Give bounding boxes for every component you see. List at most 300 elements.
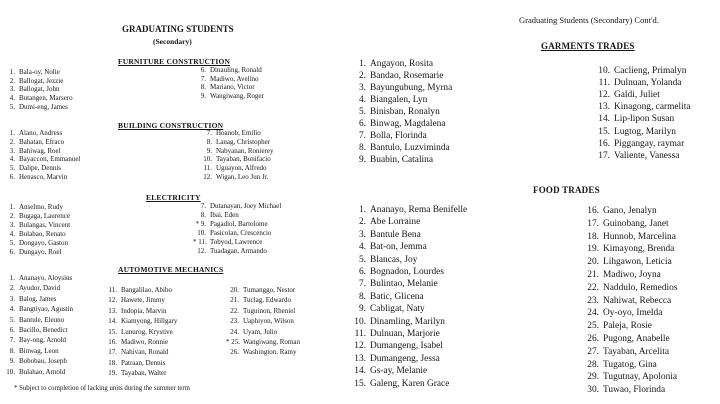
student-name: Bahiwag, Roel [19, 146, 61, 155]
section-title-electricity: ELECTRICITY [146, 193, 201, 202]
list-item [199, 156, 271, 163]
list-item [199, 165, 267, 172]
list-item [104, 349, 168, 356]
student-name: Pugong, Anabelle [603, 334, 670, 344]
list-number: 4. [358, 242, 366, 253]
list-item [226, 329, 277, 336]
list-item [348, 367, 427, 376]
list-item [348, 231, 421, 240]
list-number: 8. [9, 346, 15, 355]
student-name: Dungayo, Roel [19, 248, 62, 256]
student-name: Bantule Bena [370, 229, 421, 240]
student-name: Lip-lipon Susan [614, 114, 675, 125]
student-name: Ananayo, Aloysius [19, 274, 73, 282]
student-name: Binisban, Ronalyn [370, 107, 440, 117]
list-number: 26. [587, 334, 599, 344]
list-item [2, 156, 80, 163]
list-item [2, 148, 61, 155]
list-number: 11. [108, 286, 117, 294]
list-number: 14. [354, 366, 366, 377]
list-item [348, 108, 440, 117]
student-name: Butangen, Marsero [19, 94, 73, 103]
list-number: 18. [108, 358, 117, 367]
list-item [193, 84, 255, 91]
list-number: 3. [9, 221, 15, 229]
list-number: 5. [9, 102, 15, 111]
student-name: Paleja, Rosie [603, 321, 652, 332]
student-name: Bacillo, Benedict [19, 326, 68, 334]
list-item [348, 256, 417, 265]
list-number: 6. [9, 248, 15, 256]
student-name: Madiwo, Joyna [603, 270, 661, 280]
student-name: Anselmo, Rudy [19, 203, 63, 211]
student-name: Wangiwang, Roman [243, 338, 300, 346]
list-number: 11. [598, 78, 610, 89]
student-name: Wangiwang, Roger [210, 92, 264, 101]
student-name: Dumangeng, Isabel [370, 341, 443, 352]
student-name: Bantule, Eleuno [19, 315, 65, 324]
list-number: 24. [587, 308, 599, 319]
student-name: Binwag, Leon [19, 346, 59, 355]
list-item [2, 95, 73, 102]
list-number: 8. [358, 143, 366, 153]
list-number: 4. [9, 94, 15, 103]
list-item [348, 84, 452, 93]
list-item [348, 243, 427, 252]
list-number: 22. [230, 306, 239, 315]
list-item [592, 67, 686, 76]
student-name: Tuadagan, Armando [210, 247, 267, 255]
student-name: Washington, Ramy [243, 348, 297, 357]
list-number: 30. [587, 385, 599, 396]
student-name: Bulabao, Renato [19, 230, 66, 238]
continued-title: Graduating Students (Secondary) Cont'd. [519, 15, 659, 25]
student-name: Uguayon, Alfredo [216, 164, 267, 173]
student-name: Kimayong, Brenda [603, 244, 675, 255]
footnote: * Subject to completion of lacking units during the summer term [14, 385, 190, 392]
student-name: Dumi-eng, James [19, 102, 68, 111]
student-name: Bulahao, Arnold [19, 367, 66, 376]
list-item [104, 308, 167, 315]
student-name: Valiente, Vanessa [614, 150, 680, 161]
list-item [193, 221, 268, 228]
list-number: 17. [587, 218, 599, 229]
student-name: Bayungubung, Myrna [370, 83, 453, 93]
student-name: Galeng, Karen Grace [370, 378, 450, 389]
student-name: Patraan, Dennis [121, 358, 166, 367]
list-item [104, 318, 177, 325]
list-item [581, 233, 676, 242]
student-name: Galdi, Juliet [614, 90, 660, 101]
list-item [104, 360, 165, 367]
list-number: 2. [9, 137, 15, 146]
list-number: 4. [9, 305, 15, 314]
student-name: Batic, Glicena [370, 291, 424, 302]
list-number: 7. [206, 129, 212, 137]
student-name: Abe Lorraine [370, 217, 421, 228]
list-number: 19. [108, 369, 117, 378]
list-item [2, 231, 66, 238]
list-item [199, 130, 261, 137]
list-number: 3. [9, 85, 15, 94]
list-item [581, 386, 665, 395]
student-name: Tobyod, Lawrence [210, 238, 263, 246]
list-number: 10. [6, 367, 15, 376]
list-number: 4. [9, 230, 15, 238]
list-item [226, 287, 295, 294]
section-title-food: FOOD TRADES [533, 185, 600, 195]
list-number: 7. [358, 131, 366, 141]
list-number: 13. [108, 306, 117, 315]
list-number: 2. [358, 217, 366, 228]
list-number: 10. [203, 155, 212, 164]
list-number: 13. [598, 102, 610, 113]
student-name: Indopia, Marvin [121, 306, 167, 315]
student-name: Dongayo, Gaston [19, 239, 68, 247]
list-number: 27. [587, 346, 599, 357]
student-name: Caclieng, Primalyn [614, 66, 687, 76]
list-number: 15. [598, 126, 610, 137]
student-name: Ananayo, Rema Benifelle [370, 205, 468, 215]
student-name: Hunnob, Marcelina [603, 231, 676, 242]
list-item [104, 329, 173, 336]
list-number: 9. [206, 146, 212, 155]
list-number: * 11. [193, 238, 207, 246]
student-name: Bangtiyao, Agustin [19, 305, 74, 314]
list-number: 9. [200, 92, 206, 101]
student-name: Dulnuan, Yolanda [614, 78, 682, 89]
list-item [193, 239, 262, 246]
list-item [2, 296, 56, 303]
list-item [2, 327, 68, 334]
list-number: 18. [587, 231, 599, 242]
student-name: Kinagong, carmelita [614, 102, 691, 113]
student-name: Uyam, Julio [243, 327, 278, 336]
student-name: Bandao, Rosemarie [370, 71, 444, 81]
list-item [348, 144, 450, 153]
list-number: 11. [203, 164, 212, 173]
list-number: 1. [9, 274, 15, 282]
list-item [2, 78, 63, 85]
list-item [226, 297, 291, 304]
list-number: 12. [354, 341, 366, 352]
list-number: 1. [358, 59, 366, 69]
list-number: 17. [108, 348, 117, 357]
page-title: GRADUATING STUDENTS [122, 24, 234, 34]
list-item [193, 203, 281, 210]
list-number: 4. [9, 155, 15, 164]
list-number: 25. [587, 321, 599, 332]
list-item [2, 285, 60, 292]
list-number: 9. [358, 304, 366, 315]
list-item [581, 348, 669, 357]
student-name: Henasco, Marvin [19, 173, 68, 181]
list-number: 29. [587, 372, 599, 383]
list-number: 20. [230, 286, 239, 294]
student-name: Gano, Jenalyn [603, 206, 657, 216]
list-number: * 9. [195, 220, 206, 228]
list-item [581, 373, 677, 382]
list-item [226, 308, 295, 315]
list-number: 17. [598, 150, 610, 161]
student-name: Uaphiyon, Wilson [243, 317, 294, 326]
student-name: Blancas, Joy [370, 254, 418, 265]
list-item [2, 213, 70, 220]
student-name: Bognadon, Lourdes [370, 267, 444, 277]
list-item [348, 120, 446, 129]
list-number: 5. [358, 254, 366, 265]
list-item [348, 293, 424, 302]
list-item [581, 207, 657, 216]
list-number: 28. [587, 359, 599, 370]
section-title-garments: GARMENTS TRADES [541, 41, 635, 51]
list-number: 16. [598, 138, 610, 149]
list-number: 2. [358, 71, 366, 81]
list-number: 7. [200, 74, 206, 83]
list-item [581, 309, 662, 318]
student-name: Bala-oy, Nolie [19, 68, 60, 76]
list-item [2, 130, 62, 137]
list-item [348, 268, 444, 277]
student-name: Nahivan, Ronald [121, 348, 169, 357]
list-number: 23. [230, 317, 239, 326]
list-item [2, 337, 66, 344]
list-item [581, 220, 669, 229]
list-item [2, 86, 59, 93]
student-name: Bobobau, Joseph [19, 357, 67, 366]
student-name: Dutanayan, Joey Michael [210, 202, 282, 210]
list-item [2, 240, 68, 247]
list-item [581, 284, 677, 293]
student-name: Dinamling, Marilyn [370, 316, 445, 327]
list-number: 24. [230, 327, 239, 336]
list-item [348, 355, 440, 364]
list-item [104, 287, 172, 294]
list-item [592, 128, 676, 137]
list-item [592, 79, 681, 88]
student-name: Pagadiol, Bartolome [210, 220, 268, 228]
list-number: 6. [9, 326, 15, 334]
list-item [199, 139, 270, 146]
list-item [348, 132, 427, 141]
student-name: Cabligat, Naty [370, 304, 425, 315]
list-item [2, 222, 70, 229]
list-number: 19. [587, 244, 599, 255]
list-number: 20. [587, 257, 599, 268]
student-name: Tayaban, Walter [121, 369, 167, 378]
student-name: Bugaga, Laurence [19, 212, 70, 220]
student-name: Bayaccon, Emmanuel [19, 155, 81, 164]
list-item [226, 318, 294, 325]
list-number: 6. [9, 173, 15, 181]
student-name: Balog, James [19, 294, 57, 303]
student-name: Tayaban, Arcelita [603, 346, 669, 357]
list-number: 7. [9, 336, 15, 345]
list-item [581, 245, 674, 254]
page-subtitle: (Secondary) [153, 37, 192, 46]
student-name: Tugutnay, Apolonia [603, 372, 678, 383]
student-name: Dalipe, Dennis [19, 164, 61, 173]
list-number: 2. [9, 284, 15, 293]
list-number: 4. [358, 95, 366, 105]
list-number: 6. [358, 119, 366, 129]
student-name: Dumangeng, Jessa [370, 353, 440, 364]
list-number: 2. [9, 76, 15, 85]
list-item [2, 104, 68, 111]
section-title-automotive: AUTOMOTIVE MECHANICS [118, 265, 224, 274]
list-item [592, 103, 691, 112]
student-name: Bahatan, Efraco [19, 137, 65, 146]
list-number: 13. [354, 353, 366, 364]
list-item [592, 91, 660, 100]
list-number: 11. [354, 329, 366, 339]
list-number: 3. [9, 146, 15, 155]
list-item [348, 96, 427, 105]
list-number: 15. [354, 378, 366, 389]
list-item [2, 317, 64, 324]
list-item [104, 339, 168, 346]
student-name: Tuguinon, Rheniel [243, 306, 296, 315]
list-item [2, 204, 63, 211]
list-number: 21. [587, 270, 599, 280]
list-number: 1. [9, 129, 15, 137]
list-number: 8. [200, 211, 206, 219]
list-item [348, 318, 445, 327]
list-item [104, 370, 166, 377]
list-item [193, 93, 264, 100]
student-name: Madiwo, Ronnie [121, 338, 169, 346]
student-name: Bat-on, Jemma [370, 242, 427, 253]
student-name: Dulnuan, Marjorie [370, 329, 440, 339]
list-item [193, 230, 271, 237]
list-number: 26. [230, 348, 239, 357]
list-number: 9. [358, 155, 366, 165]
student-name: Nabyanan, Ronierey [216, 146, 274, 155]
student-name: Lanag, Christopher [216, 137, 271, 146]
student-name: Wigan, Leo Jun Jr. [216, 173, 269, 181]
student-name: Tumanggo, Nestor [243, 286, 296, 294]
student-name: Bantulo, Luzviminda [370, 143, 450, 153]
list-number: 8. [200, 83, 206, 92]
student-name: Oy-oyo, Imelda [603, 308, 663, 319]
list-number: 3. [9, 294, 15, 303]
list-item [2, 165, 61, 172]
list-number: 8. [206, 137, 212, 146]
list-item [581, 271, 661, 280]
list-number: 15. [108, 327, 117, 336]
list-number: 10. [197, 229, 206, 237]
list-number: 14. [108, 317, 117, 326]
list-item [348, 218, 420, 227]
list-item [193, 67, 262, 74]
list-item [592, 152, 679, 161]
list-item [104, 297, 165, 304]
list-number: 2. [9, 212, 15, 220]
student-name: Ballogat, Jezzie [19, 76, 64, 85]
list-item [193, 76, 258, 83]
list-number: 3. [358, 83, 366, 93]
list-item [2, 358, 67, 365]
list-item [193, 248, 267, 255]
list-item [348, 330, 440, 339]
student-name: Lugtog, Marilyn [614, 126, 676, 137]
student-name: Guinobang, Janet [603, 218, 669, 229]
student-name: Binwag, Magdalena [370, 119, 446, 129]
list-number: 5. [9, 239, 15, 247]
student-name: Nahiwat, Rebecca [603, 295, 672, 306]
list-number: 5. [358, 107, 366, 117]
list-item [226, 349, 297, 356]
student-name: Bolla, Florinda [370, 131, 427, 141]
list-item [581, 297, 671, 306]
student-name: Tayaban, Bonifacio [216, 155, 271, 164]
list-number: 10. [598, 66, 610, 76]
list-number: 1. [358, 205, 366, 215]
list-number: 7. [200, 202, 206, 210]
list-number: 6. [358, 267, 366, 277]
student-name: Lihgawon, Leticia [603, 257, 672, 268]
list-item [199, 148, 274, 155]
student-name: Buabin, Catalina [370, 155, 434, 165]
list-item [2, 275, 72, 282]
student-name: Bulangas, Vincent [19, 221, 71, 229]
list-item [348, 156, 433, 165]
list-item [2, 249, 61, 256]
list-item [348, 342, 443, 351]
list-number: 12. [598, 90, 610, 101]
student-name: Tuwao, Florinda [603, 385, 666, 396]
section-title-building: BUILDING CONSTRUCTION [118, 121, 224, 130]
list-number: * 25. [226, 338, 240, 346]
list-item [581, 335, 670, 344]
student-name: Ballogat, John [19, 85, 60, 94]
list-number: 9. [9, 357, 15, 366]
list-item [2, 348, 59, 355]
list-item [199, 174, 268, 181]
student-name: Lunurog, Krystive [121, 327, 173, 336]
list-number: 1. [9, 203, 15, 211]
student-name: Pasicolan, Crescencio [210, 229, 272, 237]
section-title-furniture: FURNITURE CONSTRUCTION [118, 57, 231, 66]
student-name: Gs-ay, Melanie [370, 366, 428, 377]
student-name: Kiamyong, Hillgary [121, 317, 178, 326]
student-name: Dinauling, Ronald [210, 66, 262, 74]
list-item [2, 69, 60, 76]
list-item [2, 369, 65, 376]
list-number: 5. [9, 315, 15, 324]
student-name: Madiwo, Avelino [210, 74, 259, 83]
list-number: 23. [587, 295, 599, 306]
list-item [2, 174, 67, 181]
list-item [348, 60, 433, 69]
list-item [348, 72, 443, 81]
list-item [581, 322, 652, 331]
list-number: 6. [200, 66, 206, 74]
student-name: Tugatog, Gina [603, 359, 657, 370]
list-item [2, 139, 64, 146]
list-item [592, 115, 674, 124]
list-item [592, 140, 684, 149]
student-name: Bangalilao, Abibo [121, 286, 172, 294]
list-item [2, 306, 73, 313]
list-item [348, 305, 425, 314]
list-number: 10. [354, 316, 366, 327]
student-name: Hoanob, Emilio [216, 129, 261, 137]
list-number: 8. [358, 291, 366, 302]
list-item [348, 380, 449, 389]
list-number: 7. [358, 279, 366, 290]
student-name: Bulintao, Melanie [370, 279, 438, 290]
